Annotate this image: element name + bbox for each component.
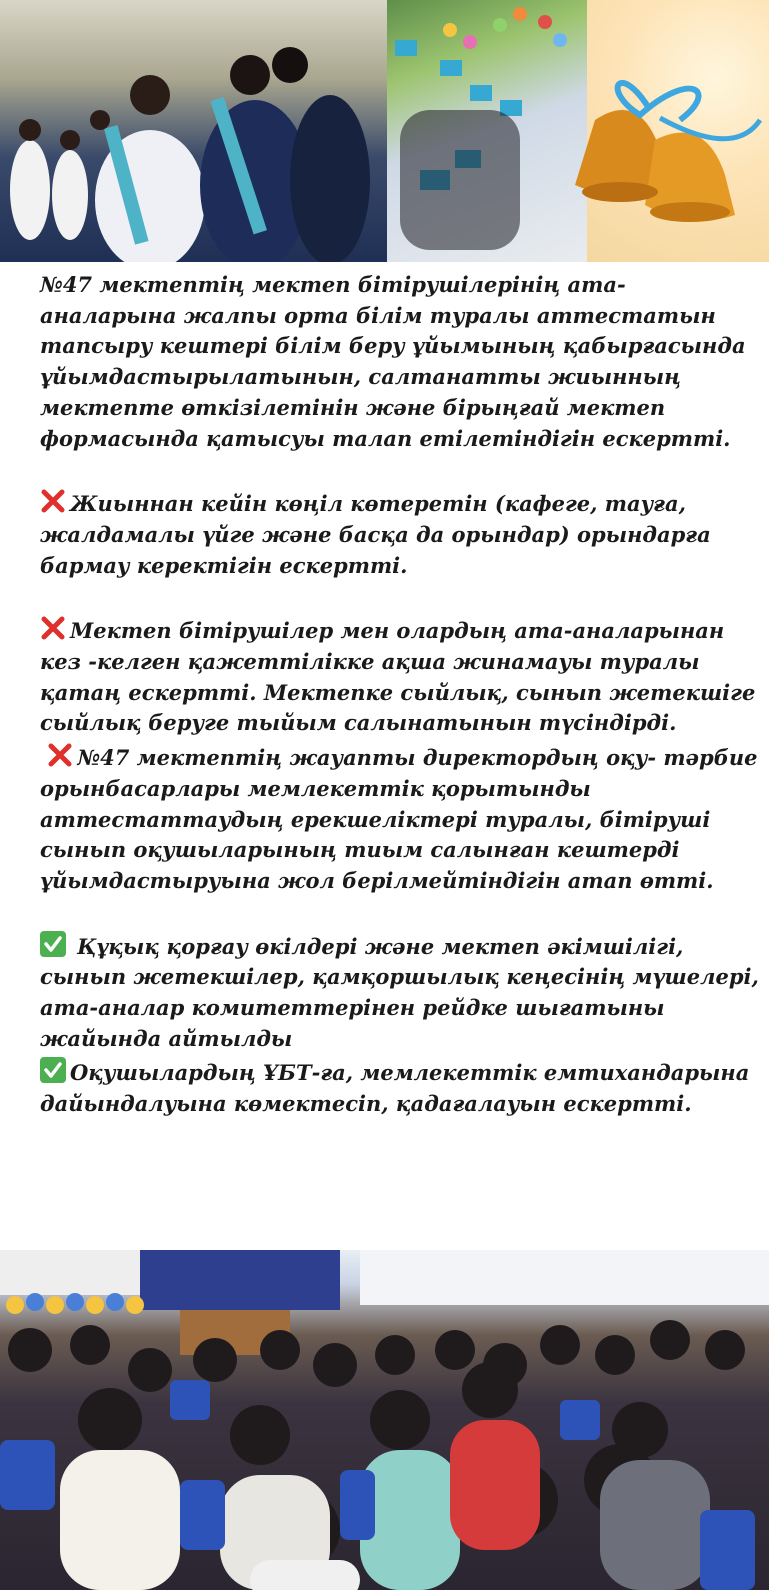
balloons bbox=[443, 7, 567, 49]
announcement-text bbox=[40, 270, 760, 1120]
paragraph-no-celebration-venues: Жиыннан кейін көңіл көтеретін (кафеге, тауға, жалдамалы үйге және басқа да орындар) орындарға бармау керектігін ескертті. bbox=[40, 485, 760, 581]
crowd-children bbox=[10, 140, 88, 240]
paragraph-raid: Құқық қорғау өкілдері және мектеп әкімшілігі, сынып жетекшілер, қамқоршылық кеңесінің мүшелері, ата-аналар комитеттерінен рейдке шығатыны жайында айтылды bbox=[40, 928, 760, 1055]
paragraph-intro: №47 мектептің мектеп бітірушілерінің ата-аналарына жалпы орта білім туралы аттестатын тапсыру кештері білім беру ұйымының қабырғасында ұйымдастырылатынын, салтанатты жиынның мектепте өткізілетінін және бірыңғай мектеп формасында қатысуы талап етілетіндігін ескертті. bbox=[40, 272, 746, 451]
spacer bbox=[40, 454, 760, 485]
graduate-boy-2-head bbox=[272, 47, 308, 83]
hero-collage bbox=[0, 0, 769, 262]
graduate-boy-head bbox=[230, 55, 270, 95]
paragraph-ubt-preparation: Оқушылардың ҰБТ-ға, мемлекеттік емтихандарына дайындалуына көмектесіп, қадағалауын ескертті. bbox=[40, 1054, 760, 1119]
paragraph-deputy-directors: №47 мектептің жауапты директордың оқу- тәрбие орынбасарлары мемлекеттік қорытынды аттестаттаудың ерекшеліктері туралы, бітіруші сынып оқушыларының тиым салынған кештерді ұйымдастыруына жол берілмейтіндігін атап өтті. bbox=[40, 739, 760, 897]
golden-bells-icon bbox=[575, 83, 760, 222]
graduate-girl-head bbox=[130, 75, 170, 115]
check-mark-icon bbox=[40, 1057, 66, 1083]
left-curtains bbox=[0, 1250, 140, 1295]
hero-illustration bbox=[0, 0, 769, 262]
meeting-hall-illustration bbox=[0, 1250, 769, 1590]
parents-meeting-photo bbox=[0, 1250, 769, 1590]
stage-curtain bbox=[140, 1250, 340, 1310]
cross-mark-icon bbox=[40, 488, 66, 514]
spacer bbox=[40, 897, 760, 928]
spacer bbox=[40, 581, 760, 612]
parade-students bbox=[400, 110, 520, 250]
check-mark-icon bbox=[40, 931, 66, 957]
window-curtains bbox=[360, 1250, 769, 1305]
cross-mark-icon bbox=[47, 742, 73, 768]
graduate-boy-2 bbox=[290, 95, 370, 262]
cross-mark-icon bbox=[40, 615, 66, 641]
paragraph-no-money-collection: Мектеп бітірушілер мен олардың ата-аналарынан кез -келген қажеттілікке ақша жинамауы туралы қатаң ескертті. Мектепке сыйлық, сынып жетекшіге сыйлық беруге тыйым салынатынын түсіндірді. bbox=[40, 612, 760, 739]
balloons-cluster bbox=[6, 1293, 144, 1314]
